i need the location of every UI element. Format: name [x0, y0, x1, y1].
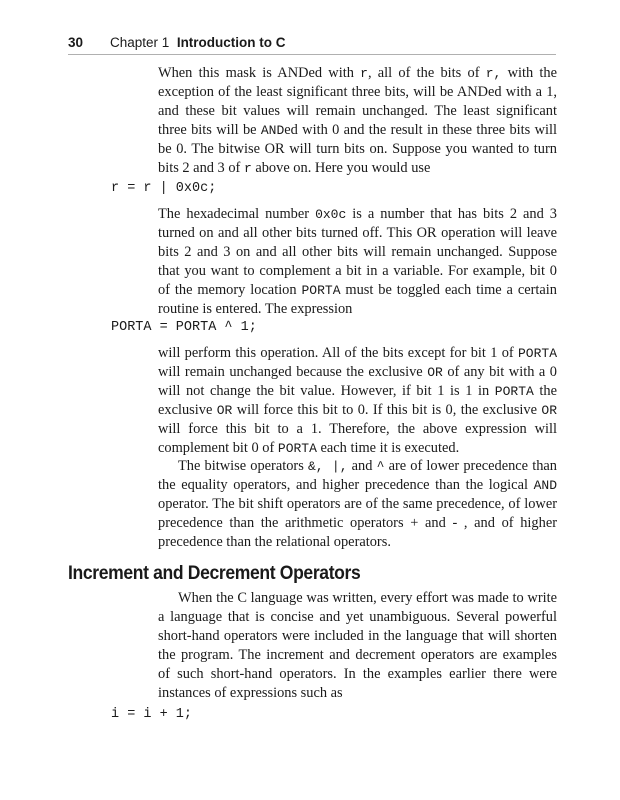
inline-code: PORTA	[301, 283, 341, 298]
text-run: will force this bit to 0. If this bit is 0, the exclusive	[232, 402, 542, 418]
paragraph-precedence	[158, 457, 557, 552]
inline-code: OR	[216, 403, 233, 418]
text-run: must be toggled each time a certain routine is entered. The expression	[158, 282, 557, 317]
inline-code: &, |,	[307, 459, 348, 474]
text-run: each time it is executed.	[316, 440, 460, 456]
section-heading: Increment and Decrement Operators	[68, 562, 361, 584]
text-run: ed with 0 and the result in these three bits will be 0. The bitwise OR will turn bits on. Suppose you wanted to turn bits 2 and 3 of	[158, 122, 557, 176]
code-line-increment: i = i + 1;	[111, 707, 193, 722]
inline-code: AND	[533, 478, 557, 493]
code-line-or: r = r | 0x0c;	[111, 181, 217, 196]
inline-code: r	[360, 66, 368, 81]
text-run: , all of the bits of	[367, 65, 486, 81]
code-line-xor: PORTA = PORTA ^ 1;	[111, 320, 257, 335]
inline-code: ^	[376, 459, 385, 474]
inline-code: r,	[485, 66, 502, 81]
text-run: operator. The bit shift operators are of the same precedence, of lower precedence than the arithmetic operators + and - , and of higher precedence than the relational operators.	[158, 496, 557, 550]
chapter-label: Chapter 1	[110, 35, 170, 50]
inline-code: PORTA	[277, 441, 317, 456]
text-run: will force this bit to a 1. Therefore, the above expression will complement bit 0 of	[158, 421, 557, 456]
text-run: with the exception of the least significant three bits, will be ANDed with a 1, and these bit values will remain unchanged. The least significant three bits will be	[158, 65, 557, 138]
inline-code: PORTA	[517, 346, 557, 361]
chapter-header	[110, 35, 286, 50]
paragraph-mask-and	[158, 64, 557, 178]
text-run: above on. Here you would use	[251, 160, 431, 176]
inline-code: OR	[541, 403, 557, 418]
text-run: The hexadecimal number	[158, 206, 316, 222]
paragraph-xor-explain	[158, 344, 557, 458]
inline-code: OR	[427, 365, 443, 380]
text-run: When this mask is ANDed with	[158, 65, 361, 81]
paragraph-hex-or	[158, 205, 557, 319]
inline-code: AND	[260, 123, 285, 138]
running-header	[68, 32, 556, 55]
chapter-title: Introduction to C	[176, 35, 286, 50]
page-number: 30	[68, 35, 84, 50]
text-run: The bitwise operators	[178, 458, 308, 474]
text-run: the exclusive	[158, 383, 557, 418]
text-run: and	[347, 458, 377, 474]
text-run: is a number that has bits 2 and 3 turned on and all other bits turned off. This OR operation will leave bits 2 and 3 on and all other bits will remain unchanged. Suppose that you want to complement a bit in a variable. For example, bit 0 of the memory location	[158, 206, 557, 298]
text-run: are of lower precedence than the equality operators, and higher precedence than the logical	[158, 458, 557, 493]
text-run: will remain unchanged because the exclusive	[158, 364, 428, 380]
inline-code: PORTA	[494, 384, 534, 399]
paragraph-increment-intro: When the C language was written, every effort was made to write a language that is concise and yet unambiguous. Several powerful short-hand operators were included in the language that will shorten the program. The increment and decrement operators are examples of such short-hand operators. In the examples earlier there were instances of expressions such as	[158, 590, 557, 701]
text-run: will perform this operation. All of the bits except for bit 1 of	[158, 345, 518, 361]
inline-code: 0x0c	[315, 207, 347, 222]
inline-code: r	[243, 161, 252, 176]
text-run: of any bit with a 0 will not change the bit value. However, if bit 1 is 1 in	[158, 364, 557, 399]
